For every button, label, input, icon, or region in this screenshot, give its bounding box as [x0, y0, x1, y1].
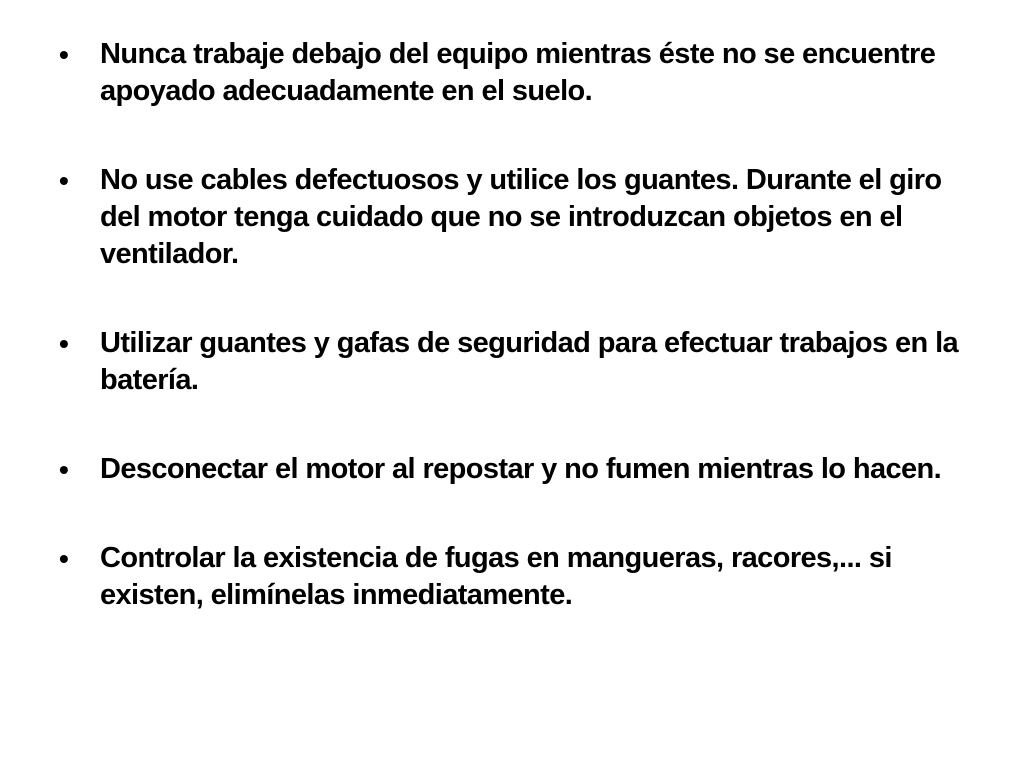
list-item: [55, 162, 975, 273]
bullet-list: [55, 36, 975, 666]
bullet-icon: •: [59, 165, 69, 196]
bullet-text: Nunca trabaje debajo del equipo mientras éste no se encuentre apoyado adecuadamente en el suelo.: [100, 38, 936, 107]
list-item: [55, 36, 975, 110]
bullet-text: Desconectar el motor al repostar y no fumen mientras lo hacen.: [100, 453, 942, 485]
bullet-text: No use cables defectuosos y utilice los guantes. Durante el giro del motor tenga cuidado que no se introduzcan objetos en el ventilador.: [100, 164, 942, 270]
bullet-icon: •: [59, 39, 69, 70]
list-item: [55, 451, 975, 488]
list-item: [55, 325, 975, 399]
bullet-icon: •: [59, 454, 69, 485]
bullet-icon: •: [59, 328, 69, 359]
bullet-text: Utilizar guantes y gafas de seguridad para efectuar trabajos en la batería.: [100, 327, 959, 396]
bullet-icon: •: [59, 543, 69, 574]
list-item: [55, 540, 975, 614]
bullet-text: Controlar la existencia de fugas en mangueras, racores,... si existen, elimínelas inmediatamente.: [100, 542, 892, 611]
